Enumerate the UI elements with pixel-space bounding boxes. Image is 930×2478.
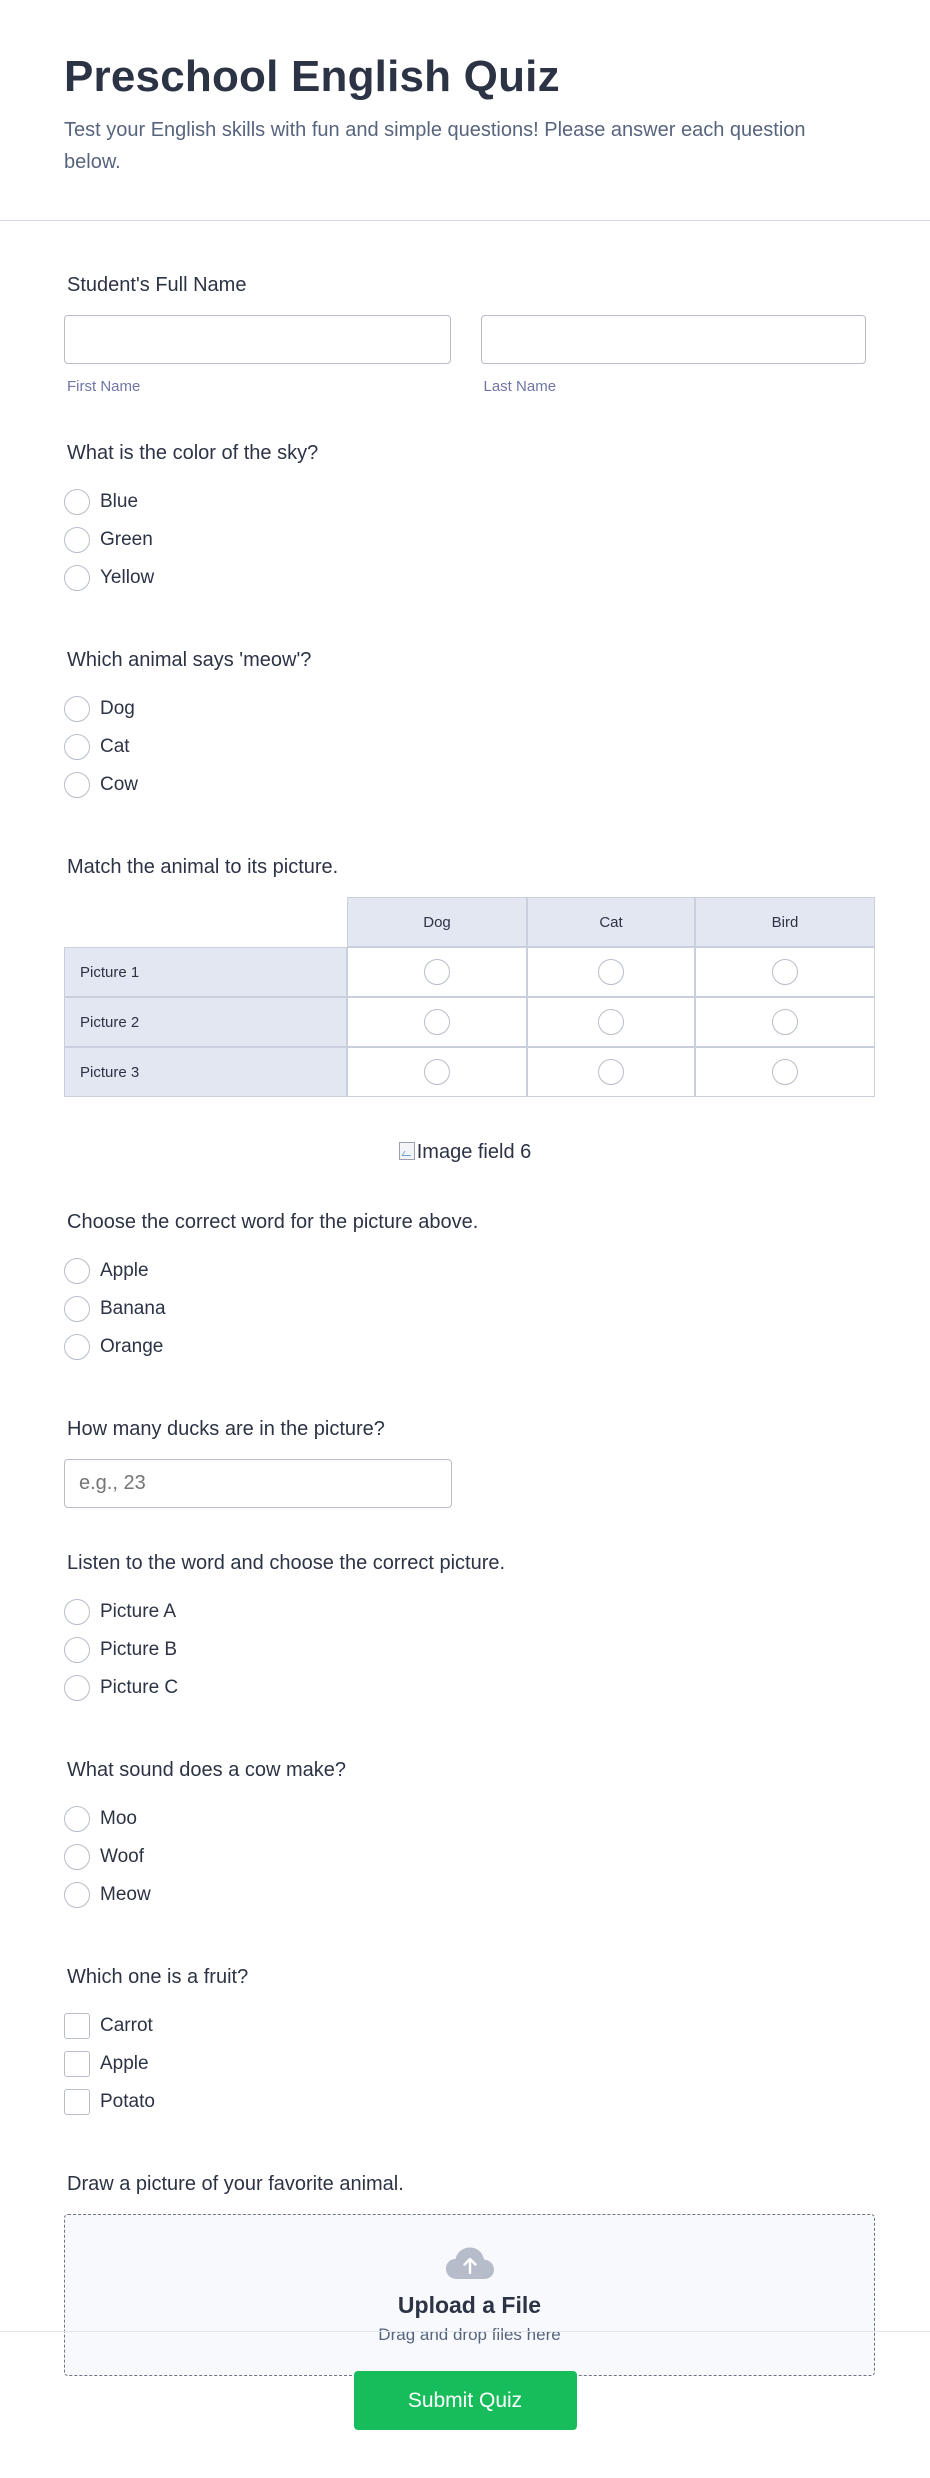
question-meow	[64, 648, 866, 804]
radio-option[interactable]	[64, 1631, 866, 1669]
radio-button[interactable]	[64, 527, 90, 553]
radio-option[interactable]	[64, 1800, 866, 1838]
radio-button[interactable]	[64, 734, 90, 760]
radio-option[interactable]	[64, 1876, 866, 1914]
upload-title: Upload a File	[397, 2291, 542, 2318]
option-label: Potato	[100, 2091, 155, 2112]
option-label: Meow	[100, 1884, 151, 1905]
checkbox-option[interactable]	[64, 2007, 866, 2045]
matrix-corner	[64, 897, 347, 947]
matrix-radio[interactable]	[598, 1009, 624, 1035]
checkbox[interactable]	[64, 2051, 90, 2077]
radio-button[interactable]	[64, 489, 90, 515]
radio-button[interactable]	[64, 1882, 90, 1908]
matrix-row-header: Picture 2	[64, 997, 347, 1047]
broken-image-icon	[399, 1142, 415, 1160]
last-name-input[interactable]	[481, 315, 867, 364]
matrix-radio[interactable]	[424, 959, 450, 985]
image-field	[64, 1141, 866, 1164]
radio-option[interactable]	[64, 521, 866, 559]
radio-option[interactable]	[64, 1328, 866, 1366]
radio-button[interactable]	[64, 565, 90, 591]
radio-button[interactable]	[64, 1296, 90, 1322]
radio-button[interactable]	[64, 1675, 90, 1701]
radio-button[interactable]	[64, 1637, 90, 1663]
radio-option[interactable]	[64, 1593, 866, 1631]
option-label: Banana	[100, 1298, 166, 1319]
question-label: How many ducks are in the picture?	[67, 1418, 385, 1440]
radio-option[interactable]	[64, 559, 866, 597]
radio-option[interactable]	[64, 483, 866, 521]
radio-group	[64, 483, 866, 597]
radio-button[interactable]	[64, 1844, 90, 1870]
question-label: What sound does a cow make?	[67, 1759, 347, 1781]
form-footer	[0, 2331, 930, 2478]
radio-option[interactable]	[64, 766, 866, 804]
full-name-label: Student's Full Name	[67, 274, 247, 296]
radio-button[interactable]	[64, 1599, 90, 1625]
checkbox-group	[64, 2007, 866, 2121]
option-label: Picture A	[100, 1601, 177, 1622]
question-label: Choose the correct word for the picture above.	[67, 1211, 479, 1233]
radio-button[interactable]	[64, 772, 90, 798]
matrix-radio[interactable]	[598, 1059, 624, 1085]
option-label: Blue	[100, 491, 139, 512]
option-label: Cow	[100, 774, 139, 795]
radio-group	[64, 690, 866, 804]
question-label: Match the animal to its picture.	[67, 856, 339, 878]
page-title: Preschool English Quiz	[64, 52, 560, 101]
matrix-radio[interactable]	[598, 959, 624, 985]
option-label: Picture C	[100, 1677, 179, 1698]
submit-button[interactable]: Submit Quiz	[354, 2371, 577, 2430]
radio-button[interactable]	[64, 1806, 90, 1832]
form-header	[0, 0, 930, 221]
matrix-radio[interactable]	[772, 959, 798, 985]
radio-button[interactable]	[64, 1258, 90, 1284]
matrix-radio[interactable]	[772, 1059, 798, 1085]
last-name-sublabel: Last Name	[483, 378, 557, 395]
question-label: Listen to the word and choose the correct picture.	[67, 1552, 506, 1574]
radio-button[interactable]	[64, 1334, 90, 1360]
first-name-sublabel: First Name	[67, 378, 141, 395]
checkbox-option[interactable]	[64, 2045, 866, 2083]
option-label: Green	[100, 529, 153, 550]
radio-option[interactable]	[64, 1252, 866, 1290]
radio-group	[64, 1593, 866, 1707]
radio-option[interactable]	[64, 1669, 866, 1707]
form-body	[0, 273, 930, 2376]
matrix-row-header: Picture 1	[64, 947, 347, 997]
question-sky-color	[64, 441, 866, 597]
matrix-radio[interactable]	[424, 1009, 450, 1035]
option-label: Carrot	[100, 2015, 153, 2036]
checkbox[interactable]	[64, 2013, 90, 2039]
first-name-input[interactable]	[64, 315, 451, 364]
option-label: Picture B	[100, 1639, 178, 1660]
radio-group	[64, 1252, 866, 1366]
upload-subtitle: Drag and drop files here	[378, 2324, 561, 2344]
question-correct-word	[64, 1210, 866, 1366]
matrix-radio[interactable]	[424, 1059, 450, 1085]
option-label: Orange	[100, 1336, 164, 1357]
question-cow-sound	[64, 1758, 866, 1914]
checkbox-option[interactable]	[64, 2083, 866, 2121]
question-ducks	[64, 1417, 866, 1508]
radio-option[interactable]	[64, 1290, 866, 1328]
matrix-table	[64, 897, 875, 1097]
option-label: Woof	[100, 1846, 145, 1867]
radio-option[interactable]	[64, 728, 866, 766]
matrix-column-header: Dog	[347, 897, 527, 947]
full-name-field	[64, 273, 866, 395]
duck-count-input[interactable]	[64, 1459, 452, 1508]
question-label: Draw a picture of your favorite animal.	[67, 2173, 404, 2195]
question-label: What is the color of the sky?	[67, 442, 319, 464]
matrix-row-header: Picture 3	[64, 1047, 347, 1097]
checkbox[interactable]	[64, 2089, 90, 2115]
option-label: Moo	[100, 1808, 137, 1829]
radio-option[interactable]	[64, 690, 866, 728]
page-subtitle: Test your English skills with fun and simple questions! Please answer each question below.	[64, 119, 806, 173]
radio-button[interactable]	[64, 696, 90, 722]
matrix-column-header: Bird	[695, 897, 875, 947]
option-label: Cat	[100, 736, 130, 757]
radio-group	[64, 1800, 866, 1914]
question-matrix	[64, 855, 866, 1097]
question-label: Which animal says 'meow'?	[67, 649, 312, 671]
question-fruit	[64, 1965, 866, 2121]
option-label: Apple	[100, 1260, 149, 1281]
matrix-radio[interactable]	[772, 1009, 798, 1035]
radio-option[interactable]	[64, 1838, 866, 1876]
option-label: Dog	[100, 698, 135, 719]
cloud-upload-icon	[445, 2246, 495, 2280]
question-label: Which one is a fruit?	[67, 1966, 249, 1988]
matrix-column-header: Cat	[527, 897, 695, 947]
image-alt-text: Image field 6	[416, 1141, 532, 1163]
question-listen	[64, 1551, 866, 1707]
option-label: Yellow	[100, 567, 155, 588]
option-label: Apple	[100, 2053, 149, 2074]
